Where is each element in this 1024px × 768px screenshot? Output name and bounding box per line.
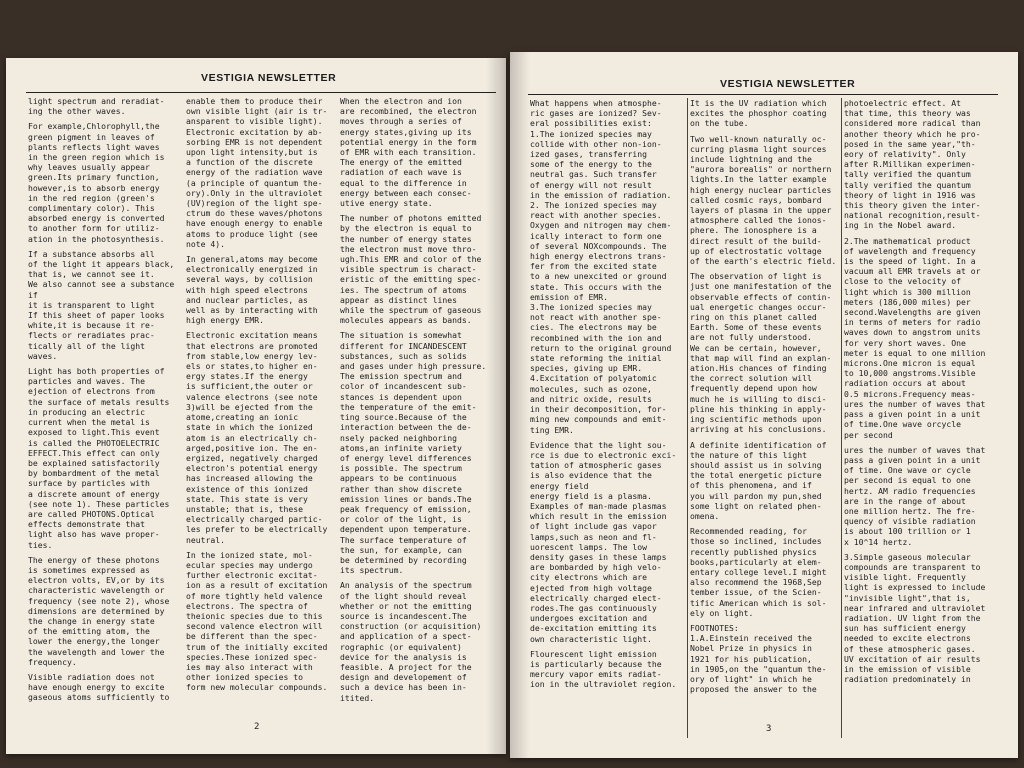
paragraph: Electronic excitation means that electrons are promoted from stable,low energy lev- els or states,to higher en- ergy states.If the energy is sufficient,the outer or valence electrons (see note 3)will be ejected from the atome,creating an ionic state in which the ionized atom is an electrically ch- arged,positive ion. The en- ergized, negatively charged electron's potential energy has increased allowing the existence of this ionized state. This state is very unstable; that is, these electrically charged partic- les prefer to be electrically neutral. — [186, 330, 328, 545]
paragraph: Visible radiation does not have enough energy to excite gaseous atoms sufficiently to — [28, 671, 170, 703]
header-rule — [528, 94, 998, 95]
paragraph: Two well-known naturally oc- curring plasma light sources include lightning and the "aurora borealis" or northern lights.In the latter example high energy nuclear particles called cosmic rays, bombard layers of plasma in the upper atmosphere called the ionos- phere. The ionosphere is a direct result of the build- up of electrostatic voltage of the earth's electric field. — [690, 133, 837, 267]
paragraph: An analysis of the spectrum of the light should reveal whether or not the emitting source is incandescent.The construction (or acquisition) and application of a spect- rographic (or equivalent) device for the analysis is feasible. A project for the design and developement of such a device has been in- itited. — [340, 580, 482, 703]
paragraph: FOOTNOTES: 1.A.Einstein received the Nobel Prize in physics in 1921 for his publication, in 1905,on the "quantum the- ory of light" in which he proposed the answer to the — [690, 622, 827, 695]
paragraph: In the ionized state, mol- ecular species may undergo further electronic excitat- ion as a result of excitation of more tightly held valence electrons. The spectra of theionic species due to this second valence electron will be different than the spec- trum of the initially excited species.These ionized spec- ies may also interact with other ionized species to form new molecular compounds. — [186, 549, 328, 693]
page-header: VESTIGIA NEWSLETTER — [201, 72, 337, 84]
paragraph: The number of photons emitted by the electron is equal to the number of energy states the electron must move thro- ugh.This EMR and color of the visible spectrum is charact- eristic of the emitting spec- ies. The spectrum of atoms appear as distinct lines while the spectrum of gaseous molecules appears as bands. — [340, 213, 482, 326]
paragraph: Light has both properties of particles and waves. The ejection of electrons from the surface of metals results in producing an electric current when the metal is exposed to light.This event is called the PHOTOELECTRIC EFFECT.This effect can only be explained satisfactorily by bombardment of the metal surface by particles with a discrete amount of energy (see note 1). These particles are called PHOTONS.Optical effects demonstrate that light also has wave proper- ties. — [28, 366, 170, 550]
paragraph: 3.Simple gaseous molecular compounds are transparent to visible light. Frequently light is expressed to include "invisible light",that is, near infrared and ultraviolet radiation. UV light from the sun has sufficient energy needed to excite electrons of these atmospheric gases. UV excitation of air results in the emission of visible radiation predominately in — [844, 551, 986, 685]
paragraph: enable them to produce their own visible light (air is tr- ansparent to visible light). Electronic excitation by ab- sorbing EMR is not dependent upon light intensity,but is a function of the discrete energy of the radiation wave (a principle of quantum the- ory).Only in the ultraviolet (UV)region of the light spe- ctrum do these waves/photons have enough energy to enable atoms to produce light (see note 4). — [186, 96, 328, 249]
right-page — [510, 52, 1018, 758]
page-number: 3 — [766, 724, 772, 734]
paragraph: The energy of these photons is sometimes expressed as electron volts, EV,or by its characteristic wavelength or frequency (see note 2), whose dimensions are determined by the change in energy state of the emitting atom, the lower the energy,the longer the wavelength and lower the frequency. — [28, 554, 170, 667]
page-number: 2 — [254, 722, 260, 732]
paragraph: It is the UV radiation which excites the phosphor coating on the tube. — [690, 98, 827, 129]
paragraph: photoelectric effect. At that time, this theory was considered more radical than another theory which he pro- posed in the same year,"th- eory of relativity". Only after R.Millikan experimen- tally verified the quantum tally verified the quantum theory of light in 1916 was this theory given the inter- national recognition,result- ing in the Nobel award. — [844, 98, 981, 231]
paragraph: The situation is somewhat different for INCANDESCENT substances, such as solids and gases under high pressure. The emission spectrum and color of incandescent sub- stances is dependent upon the temperature of the emit- ting source.Because of the interaction between the de- nsely packed neighboring atoms,an infinite variety of energy level differences is possible. The spectrum appears to be continuous rather than show discrete emission lines or bands.The peak frequency of emission, or color of the light, is dependent upon temperature. The surface temperature of the sun, for example, can be determined by recording its spectrum. — [340, 330, 487, 576]
header-rule — [26, 92, 496, 93]
paragraph: 2.The mathematical product of wavelength and frequency is the speed of light. In a vacuum all EMR travels at or close to the velocity of light which is 300 million meters (186,000 miles) per second.Wavelengths are given in terms of meters for radio waves down to angstrom units for very short waves. One meter is equal to one million microns.One micron is equal to 10,000 angstroms.Visible radiation occurs at about 0.5 microns.Frequency meas- ures the number of waves that pass a given point in a unit of time.One wave orcycle per second — [844, 235, 986, 440]
column-2 — [186, 96, 340, 698]
paragraph: Flourescent light emission is particularly because the mercury vapor emits radiat- ion in the ultraviolet region. — [530, 648, 677, 690]
paragraph: If a substance absorbs all of the light it appears black, that is, we cannot see it. We also cannot see a substance if it is transparent to light If this sheet of paper looks white,it is because it re- flects or reradiates prac- tically all of the light waves. — [28, 248, 175, 361]
paragraph: When the electron and ion are recombined, the electron moves through a series of energy states,giving up its potential energy in the form of EMR with each transition. The energy of the emitted radiation of each wave is equal to the difference in energy between each consec- utive energy state. — [340, 96, 477, 209]
column-3 — [340, 96, 496, 708]
column-3 — [844, 98, 1004, 689]
paragraph: ures the number of waves that pass a given point in a unit of time. One wave or cycle per second is equal to one hertz. AM radio frequencies are in the range of about one million hertz. The fre- quency of visible radiation is about 100 trillion or 1 x 10^14 hertz. — [844, 444, 986, 547]
page-fold-shadow — [510, 52, 530, 758]
column-2 — [690, 98, 842, 699]
paragraph: A definite identification of the nature of this light should assist us in solving the total energetic picture of this phenomena, and if you will pardon my pun,shed some light on related phen- omena. — [690, 439, 827, 521]
paragraph: In general,atoms may become electronically energized in several ways, by collision with high speed electrons and nuclear particles, as well as by interacting with high energy EMR. — [186, 254, 318, 326]
paragraph: light spectrum and reradiat- ing the other waves. — [28, 96, 165, 117]
paragraph: For example,Chlorophyll,the green pigment in leaves of plants reflects light waves in the green region which is why leaves usually appear green.Its primary function, however,is to absorb energy in the red region (green's complimentary color). This absorbed energy is converted to another form for utiliz- ation in the photosynthesis. — [28, 121, 165, 244]
paragraph: What happens when atmosphe- ric gases are ionized? Sev- eral possibilities exist: 1.The ionized species may collide with other non-ion- ized gases, transferring some of the energy to the neutral gas. Such transfer of energy will not result in the emission of radiation. 2. The ionized species may react with another species. Oxygen and nitrogen may chem- ically interact to form one of several NOXcompounds. The high energy electrons trans- fer from the excited state to a new unexcited or ground state. This occurs with the emission of EMR. 3.The ionized species may not react with another spe- cies. The electrons may be recombined with the ion and return to the original ground state reforming the initial species, giving up EMR. 4.Excitation of polyatomic molecules, such as ozone, and nitric oxide, results in their decomposition, for- ming new compounds and emit- ting EMR. — [530, 98, 672, 435]
page-header: VESTIGIA NEWSLETTER — [720, 78, 856, 90]
paragraph: The observation of light is just one manifestation of the observable effects of contin- ual energetic changes occur- ring on this planet called Earth. Some of these events are not fully understood. We can be certain, however, that map will find an explan- ation.His chances of finding the correct solution will frequently depend upon how much he is willing to disci- pline his thinking in apply- ing scientific methods upon arriving at his conclusions. — [690, 271, 832, 435]
column-1 — [28, 96, 186, 708]
paragraph: Recommended reading, for those so inclined, includes recently published physics books,particularly at elem- entary college level.I might also recommend the 1968,Sep tember issue, of the Scien- tific American which is sol- ely on light. — [690, 526, 827, 618]
paragraph: Evidence that the light sou- rce is due to electronic exci- tation of atmospheric gases is also evidence that the energy field energy field is a plasma. Examples of man-made plasmas which result in the emission of light include gas vapor lamps,such as neon and fl- uorescent lamps. The low density gases in these lamps are bombarded by high velo- city electrons which are ejected from high voltage electrically charged elect- rodes.The gas continuously undergoes excitation and de-excitation emitting its own characteristic light. — [530, 439, 677, 644]
left-page — [6, 58, 506, 754]
column-1 — [530, 98, 688, 695]
